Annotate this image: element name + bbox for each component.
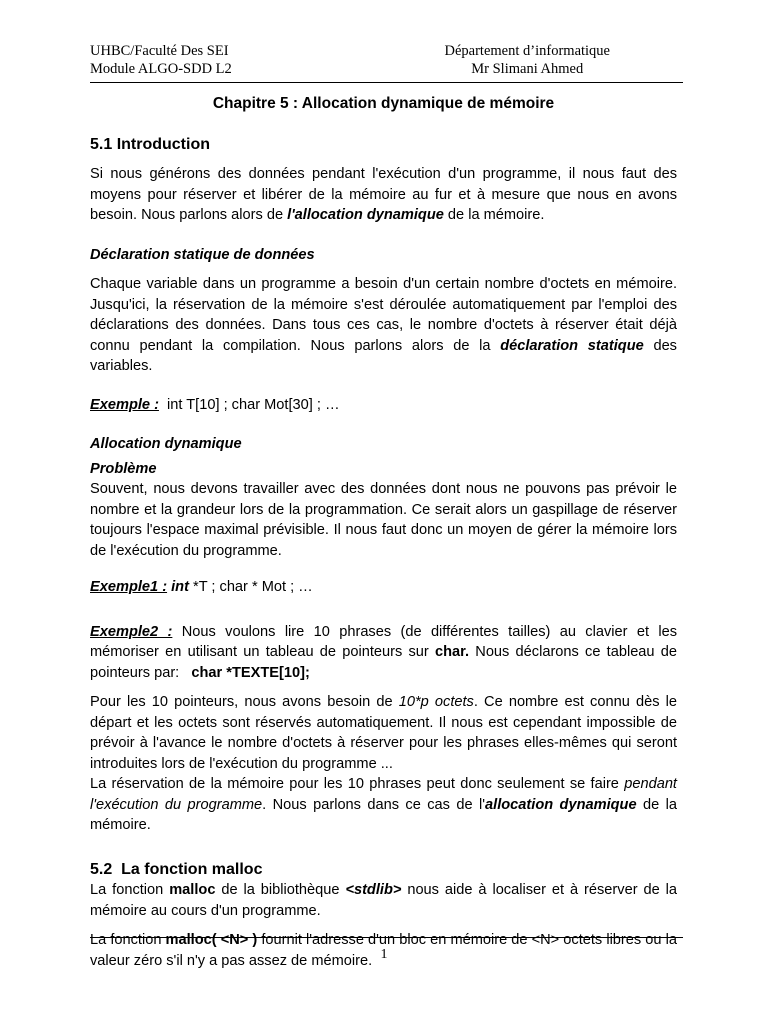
pointers-text-end: . Ce nombre est connu dès le départ et les octets sont réservés automatiquement. Il nous est cependant impossible de prévoir à l'avance le nombre d'octets à réserver pour les phrases elles-mêmes qui seront introduites lors de l'exécution du programme ... [90, 694, 677, 772]
example2-char: char. [434, 644, 470, 660]
malloc-text-end: nous aide à localiser et à réserver de la mémoire au cours d'un programme. [90, 882, 677, 919]
example-label: Exemple : [90, 396, 159, 413]
problem-paragraph: Souvent, nous devons travailler avec des données dont nous ne pouvons pas prévoir le nombre et la grandeur lors de la programmation. Ce serait alors un gaspillage de réserver toujours l'espace maximal prévisible. Il nous faut donc un moyen de gérer la mémoire lors de l'exécution du programme. [90, 481, 677, 559]
example1 [90, 577, 677, 598]
malloc2-text-end: fournit l'adresse d'un bloc en mémoire de <N> octets libres ou la valeur zéro s'il n'y a pas assez de mémoire. [90, 932, 677, 969]
reservation-text-end: de la mémoire. [90, 796, 677, 833]
malloc-signature: malloc( <N> ) [165, 932, 258, 948]
example2-declaration: char *TEXTE[10]; [191, 664, 310, 681]
footer-divider [90, 937, 683, 938]
reservation-emphasis: allocation dynamique [485, 796, 637, 813]
pointers-paragraph [90, 692, 677, 774]
document-body [90, 92, 682, 971]
reservation-text: La réservation de la mémoire pour les 10 phrases peut donc seulement se faire [90, 776, 625, 792]
header-left [90, 42, 232, 78]
static-example [90, 395, 677, 416]
static-declaration-heading: Déclaration statique de données [90, 246, 315, 263]
example-code: int T[10] ; char Mot[30] ; … [158, 396, 340, 413]
chapter-title: Chapitre 5 : Allocation dynamique de mémoire [212, 95, 555, 112]
static-declaration-paragraph [90, 274, 677, 377]
section-5-1-title: 5.1 Introduction [90, 135, 210, 153]
example2 [90, 622, 682, 684]
section-5-2-title: 5.2 La fonction malloc [90, 860, 263, 878]
intro-text-end: de la mémoire. [443, 207, 545, 223]
example2-text-2: Nous déclarons ce tableau de pointeurs par: [90, 644, 682, 681]
page-number: 1 [380, 947, 388, 962]
pointers-text: Pour les 10 pointeurs, nous avons besoin de [90, 694, 399, 710]
header-faculty: UHBC/Faculté Des SEI [90, 43, 229, 59]
reservation-text-2: . Nous parlons dans ce cas de l' [262, 796, 486, 813]
header-module: Module ALGO-SDD L2 [90, 61, 232, 77]
static-emphasis: déclaration statique [500, 337, 644, 354]
example1-label: Exemple1 : [90, 579, 168, 595]
stdlib-keyword: <stdlib> [345, 882, 402, 898]
dynamic-allocation-heading: Allocation dynamique [90, 436, 242, 452]
intro-paragraph [90, 164, 677, 226]
malloc-text: La fonction [90, 882, 170, 898]
malloc2-text: La fonction [90, 932, 166, 948]
header-author: Mr Slimani Ahmed [471, 61, 584, 77]
intro-text: Si nous générons des données pendant l'exécution d'un programme, il nous faut des moyens pour réserver et libérer de la mémoire au fur et à mesure que nous en avons besoin. Nous parlons alors de [90, 166, 677, 223]
header-right [445, 42, 610, 78]
static-text: Chaque variable dans un programme a besoin d'un certain nombre d'octets en mémoire. Jusqu'ici, la réservation de la mémoire s'est déroulée automatiquement par l'emploi des déclarations des données. Dans tous ces cas, le nombre d'octets à réserver était déjà connu pendant la compilation. Nous parlons alors de la [90, 276, 677, 354]
example1-keyword: int [171, 579, 189, 595]
pointers-size: 10*p octets [398, 694, 474, 710]
malloc-keyword: malloc [169, 882, 216, 898]
example2-text: Nous voulons lire 10 phrases (de différentes tailles) au clavier et les mémoriser en utilisant un tableau de pointeurs sur [90, 623, 678, 660]
reservation-italic: pendant l'exécution du programme [90, 776, 677, 813]
header-department: Département d’informatique [444, 43, 610, 59]
intro-emphasis: l'allocation dynamique [287, 207, 444, 223]
malloc-text-2: de la bibliothèque [215, 882, 346, 898]
malloc-paragraph-1 [90, 880, 677, 921]
example1-code: *T ; char * Mot ; … [188, 579, 313, 595]
header-divider [90, 82, 683, 83]
static-text-end: des variables. [90, 337, 677, 374]
problem-heading: Problème [90, 460, 157, 477]
reservation-paragraph [90, 774, 677, 836]
example2-label: Exemple2 : [90, 623, 173, 640]
